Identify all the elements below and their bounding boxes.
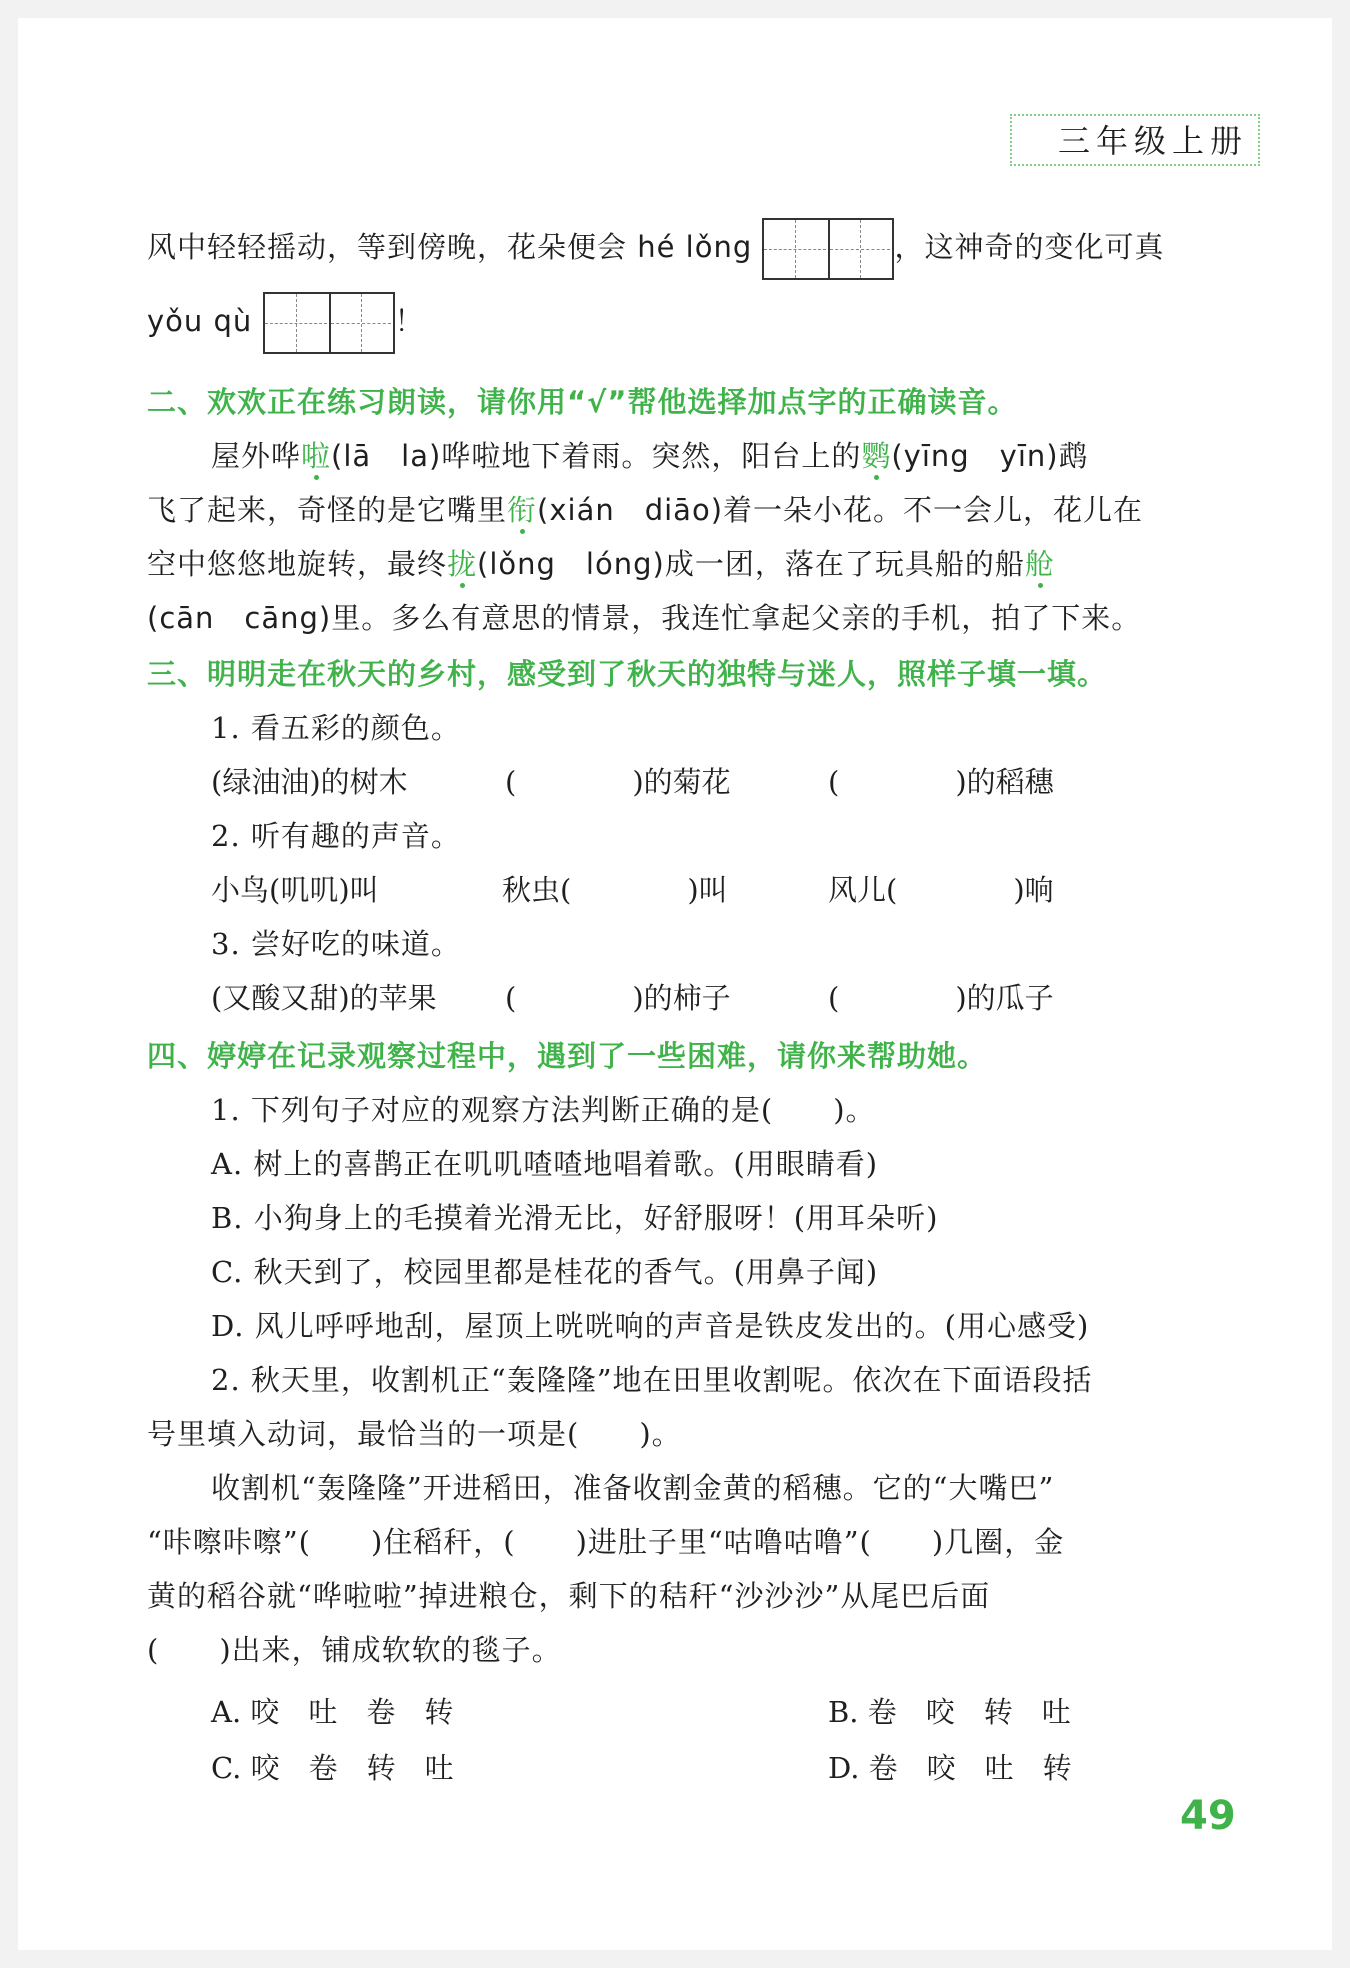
dotted-char: 舱 xyxy=(1024,547,1055,581)
s3-q2-item-1: 小鸟(叽叽)叫 xyxy=(211,873,379,907)
pinyin-choice[interactable]: (yīng yīn)鹉 xyxy=(891,439,1089,473)
intro-end: ！ xyxy=(394,304,425,338)
s3-q3-blank-1[interactable]: ( )的柿子 xyxy=(505,981,731,1015)
writing-grid-youqu[interactable] xyxy=(263,292,395,354)
s4-q1-option-d[interactable]: D. 风儿呼呼地刮，屋顶上咣咣响的声音是铁皮发出的。(用心感受) xyxy=(211,1309,1090,1343)
s2-line-4 xyxy=(147,596,1141,637)
dotted-char: 衔 xyxy=(507,493,538,527)
intro-line-1 xyxy=(147,218,1165,280)
s4-q2-option-a[interactable]: A. 咬 吐 卷 转 xyxy=(211,1695,454,1729)
passage-line-4: ( )出来，铺成软软的毯子。 xyxy=(147,1633,562,1667)
s2-line-2 xyxy=(147,488,1143,529)
section-2-title: 二、欢欢正在练习朗读，请你用“√”帮他选择加点字的正确读音。 xyxy=(147,385,1018,419)
writing-grid-helong[interactable] xyxy=(762,218,894,280)
s4-q2-option-b[interactable]: B. 卷 咬 转 吐 xyxy=(828,1695,1071,1729)
pinyin-choice[interactable]: (cān cāng)里。多么有意思的情景，我连忙拿起父亲的手机，拍了下来。 xyxy=(147,601,1142,635)
s4-q2-line-1: 2. 秋天里，收割机正“轰隆隆”地在田里收割呢。依次在下面语段括 xyxy=(211,1363,1093,1397)
s3-q2: 2. 听有趣的声音。 xyxy=(211,819,461,853)
s3-q1-item-1: (绿油油)的树木 xyxy=(211,765,408,799)
s4-q1-option-a[interactable]: A. 树上的喜鹊正在叽叽喳喳地唱着歌。(用眼睛看) xyxy=(211,1147,879,1181)
section-4-title: 四、婷婷在记录观察过程中，遇到了一些困难，请你来帮助她。 xyxy=(147,1039,988,1073)
dotted-char: 啦 xyxy=(301,439,332,473)
s3-q1: 1. 看五彩的颜色。 xyxy=(211,711,461,745)
s4-q1-option-b[interactable]: B. 小狗身上的毛摸着光滑无比，好舒服呀！(用耳朵听) xyxy=(211,1201,939,1235)
s2-line-3 xyxy=(147,542,1055,583)
dotted-char: 拢 xyxy=(447,547,478,581)
pinyin-choice[interactable]: (lǒng lóng)成一团，落在了玩具船的船 xyxy=(477,547,1025,581)
s4-q2-line-2[interactable]: 号里填入动词，最恰当的一项是( )。 xyxy=(147,1417,682,1451)
page-number: 49 xyxy=(1180,1793,1236,1839)
s3-q1-blank-1[interactable]: ( )的菊花 xyxy=(505,765,731,799)
passage-line-1: 收割机“轰隆隆”开进稻田，准备收割金黄的稻穗。它的“大嘴巴” xyxy=(211,1471,1055,1505)
intro-text-b: ，这神奇的变化可真 xyxy=(894,230,1165,264)
intro-text-a: 风中轻轻摇动，等到傍晚，花朵便会 xyxy=(147,230,628,264)
s2-line-1 xyxy=(211,434,1089,475)
s4-q2-option-c[interactable]: C. 咬 卷 转 吐 xyxy=(211,1751,454,1785)
s3-q2-blank-1[interactable]: 秋虫( )叫 xyxy=(502,873,728,907)
s2-text: 屋外哗 xyxy=(211,439,302,473)
s4-q2-option-d[interactable]: D. 卷 咬 吐 转 xyxy=(828,1751,1072,1785)
s3-q2-blank-2[interactable]: 风儿( )响 xyxy=(828,873,1054,907)
s2-text: 飞了起来，奇怪的是它嘴里 xyxy=(147,493,508,527)
pinyin-choice[interactable]: (lā la)哗啦地下着雨。突然，阳台上的 xyxy=(331,439,862,473)
pinyin-youqu: yǒu qù xyxy=(147,304,253,338)
s2-text: 空中悠悠地旋转，最终 xyxy=(147,547,448,581)
intro-line-2 xyxy=(147,292,425,354)
s3-q3-item-1: (又酸又甜)的苹果 xyxy=(211,981,437,1015)
grade-label: 三年级上册 xyxy=(1058,122,1249,160)
passage-line-3: 黄的稻谷就“哗啦啦”掉进粮仓，剩下的秸秆“沙沙沙”从尾巴后面 xyxy=(147,1579,991,1613)
s3-q1-blank-2[interactable]: ( )的稻穗 xyxy=(828,765,1054,799)
section-3-title: 三、明明走在秋天的乡村，感受到了秋天的独特与迷人，照样子填一填。 xyxy=(147,657,1108,691)
s4-q1-option-c[interactable]: C. 秋天到了，校园里都是桂花的香气。(用鼻子闻) xyxy=(211,1255,879,1289)
pinyin-choice[interactable]: (xián diāo)着一朵小花。不一会儿，花儿在 xyxy=(537,493,1144,527)
s3-q3: 3. 尝好吃的味道。 xyxy=(211,927,461,961)
passage-line-2: “咔嚓咔嚓”( )住稻秆，( )进肚子里“咕噜咕噜”( )几圈，金 xyxy=(147,1525,1065,1559)
dotted-char: 鹦 xyxy=(861,439,892,473)
s3-q3-blank-2[interactable]: ( )的瓜子 xyxy=(828,981,1054,1015)
s4-q1[interactable]: 1. 下列句子对应的观察方法判断正确的是( )。 xyxy=(211,1093,876,1127)
pinyin-helong: hé lǒng xyxy=(637,230,753,264)
